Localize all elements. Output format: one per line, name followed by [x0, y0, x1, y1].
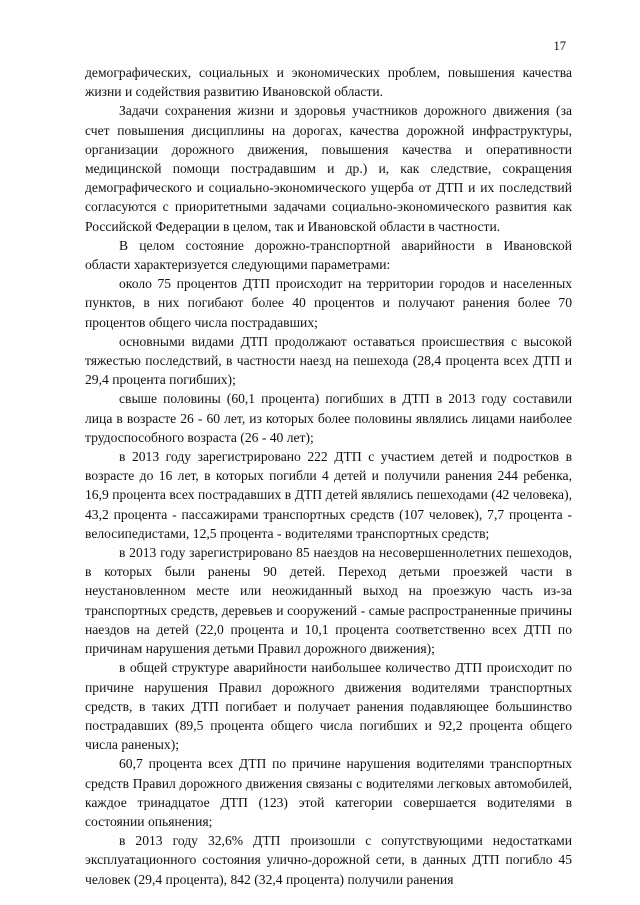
paragraph-11: в 2013 году 32,6% ДТП произошли с сопутствующими недостатками эксплуатационного состояния улично-дорожной сети, в данных ДТП погибло 45 человек (29,4 процента), 842 (32,4 процента) получили ранения — [85, 833, 572, 887]
paragraph-1: демографических, социальных и экономических проблем, повышения качества жизни и содействия развитию Ивановской области. — [85, 65, 572, 100]
paragraph-8: в 2013 году зарегистрировано 85 наездов на несовершеннолетних пешеходов, в которых были ранены 90 детей. Переход детьми проезжей части в неустановленном месте или неожиданный выход на проезжую часть из-за транспортных средств, деревьев и сооружений - самые распространенные причины наездов на детей (22,0 процента и 10,1 процента соответственно всех ДТП по причинам нарушения детьми Правил дорожного движения); — [85, 545, 572, 657]
paragraph-7: в 2013 году зарегистрировано 222 ДТП с участием детей и подростков в возрасте до 16 лет, в которых погибли 4 детей и получили ранения 244 ребенка, 16,9 процента всех пострадавших в ДТП детей являлись пешеходами (42 человека), 43,2 процента - пассажирами транспортных средств (107 человек), 7,7 процента - велосипедистами, 12,5 процента - водителями транспортных средств; — [85, 449, 572, 541]
paragraph-5: основными видами ДТП продолжают оставаться происшествия с высокой тяжестью последствий, в частности наезд на пешехода (28,4 процента всех ДТП и 29,4 процента погибших); — [85, 333, 572, 388]
document-body — [85, 63, 572, 889]
page-number: 17 — [553, 39, 566, 53]
paragraph-6: свыше половины (60,1 процента) погибших в ДТП в 2013 году составили лица в возрасте 26 - 60 лет, из которых более половины являлись лицами наиболее трудоспособного возраста (26 - 40 лет); — [85, 391, 572, 445]
paragraph-3: В целом состояние дорожно-транспортной аварийности в Ивановской области характеризуется следующими параметрами: — [85, 237, 572, 273]
paragraph-10: 60,7 процента всех ДТП по причине нарушения водителями транспортных средств Правил дорожного движения связаны с водителями легковых автомобилей, каждое тринадцатое ДТП (123) этой категории совершается водителями в состоянии опьянения; — [85, 756, 572, 829]
paragraph-9: в общей структуре аварийности наибольшее количество ДТП происходит по причине нарушения Правил дорожного движения водителями транспортных средств, в таких ДТП погибает и получает ранения подавляющее большинство пострадавших (89,5 процента общего числа погибших и 92,2 процента общего числа раненых); — [85, 660, 572, 753]
paragraph-2: Задачи сохранения жизни и здоровья участников дорожного движения (за счет повышения дисциплины на дорогах, качества дорожной инфраструктуры, организации дорожного движения, повышения качества и оперативности медицинской помощи пострадавшим и др.) и, как следствие, сокращения демографического и социально-экономического ущерба от ДТП и их последствий согласуются с приоритетными задачами социально-экономического развития как Российской Федерации в целом, так и Ивановской области в частности. — [85, 103, 572, 234]
paragraph-4: около 75 процентов ДТП происходит на территории городов и населенных пунктов, в них погибают более 40 процентов и получают ранения более 70 процентов общего числа пострадавших; — [85, 276, 572, 330]
